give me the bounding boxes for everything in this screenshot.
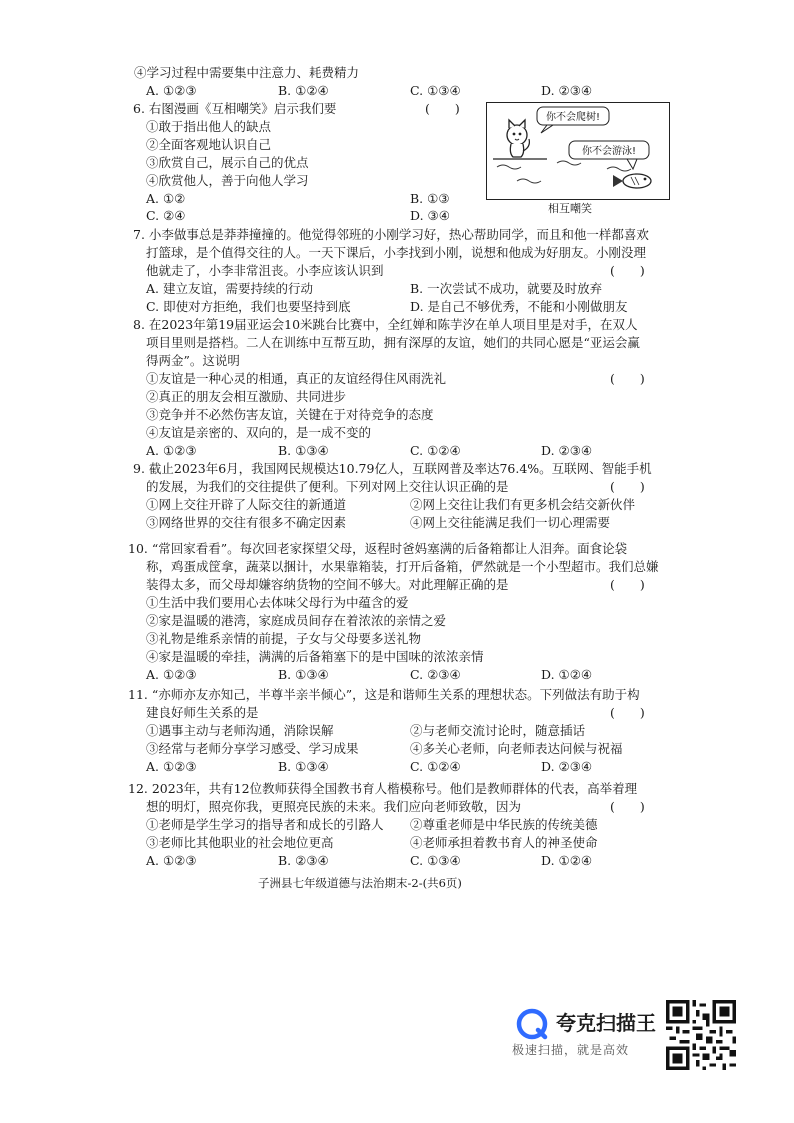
q11-answer-paren: ( ) [610, 705, 645, 720]
q12-choice-c: C. ①③④ [410, 853, 461, 868]
q12-stem-line-2: 想的明灯，照亮你我，更照亮民族的未来。我们应向老师致敬，因为 [146, 799, 522, 814]
q6-option-1: ①敢于指出他人的缺点 [146, 119, 272, 134]
water-waves [497, 161, 631, 183]
q10-option-2: ②家是温暖的港湾，家庭成员间存在着浓浓的亲情之爱 [146, 613, 447, 628]
q11-option-4: ④多关心老师，向老师表达问候与祝福 [410, 741, 623, 756]
q12-answer-paren: ( ) [610, 799, 645, 814]
q6-cartoon [486, 102, 670, 200]
q5-choice-a: A. ①②③ [146, 83, 197, 98]
cat-icon [507, 120, 529, 157]
q7-choice-c: C. 即使对方拒绝，我们也要坚持到底 [146, 299, 351, 314]
q7-stem-line-1: 7. 小李做事总是莽莽撞撞的。他觉得邻班的小刚学习好，热心帮助同学，而且和他一样都喜欢 [133, 227, 649, 242]
qr-code-icon [666, 1000, 736, 1070]
q11-stem-line-1: 11. “亦师亦友亦知己，半尊半亲半倾心”，这是和谐师生关系的理想状态。下列做法有助于构 [128, 687, 640, 702]
speech-bubble-2-text: 你不会游泳! [581, 146, 637, 157]
q10-option-3: ③礼物是维系亲情的前提，子女与父母要多送礼物 [146, 631, 422, 646]
q8-choice-c: C. ①②④ [410, 443, 461, 458]
page-footer: 子洲县七年级道德与法治期末-2-(共6页) [258, 876, 462, 890]
q5-option-4: ④学习过程中需要集中注意力、耗费精力 [134, 65, 360, 80]
speech-bubble-1-text: 你不会爬树! [545, 112, 601, 123]
q6-answer-paren: ( ) [425, 101, 460, 116]
q8-stem-line-1: 8. 在2023年第19届亚运会10米跳台比赛中，全红婵和陈芋汐在单人项目里是对手，在双人 [133, 317, 638, 332]
q6-option-2: ②全面客观地认识自己 [146, 137, 272, 152]
q6-choice-d: D. ③④ [410, 208, 450, 223]
q10-choice-b: B. ①③④ [278, 667, 329, 682]
q12-choice-b: B. ②③④ [278, 853, 329, 868]
q10-choice-d: D. ①②④ [541, 667, 593, 682]
q11-option-2: ②与老师交流讨论时，随意插话 [410, 723, 586, 738]
q10-stem-line-3: 装得太多，而父母却嫌容纳货物的空间不够大。对此理解正确的是 [146, 577, 509, 592]
q6-cartoon-caption: 相互嘲笑 [548, 202, 592, 215]
quark-logo-icon [514, 1008, 550, 1040]
q5-choice-c: C. ①③④ [410, 83, 461, 98]
q6-option-3: ③欣赏自己，展示自己的优点 [146, 155, 309, 170]
q8-stem-line-2: 项目里则是搭档。二人在训练中互帮互助，拥有深厚的友谊，她们的共同心愿是“亚运会赢 [146, 335, 640, 350]
q11-choice-c: C. ①②④ [410, 759, 461, 774]
q11-choice-b: B. ①③④ [278, 759, 329, 774]
q10-choice-c: C. ②③④ [410, 667, 461, 682]
q12-option-3: ③老师比其他职业的社会地位更高 [146, 835, 334, 850]
q12-option-2: ②尊重老师是中华民族的传统美德 [410, 817, 598, 832]
q12-choice-a: A. ①②③ [146, 853, 197, 868]
q10-option-1: ①生活中我们要用心去体味父母行为中蕴含的爱 [146, 595, 409, 610]
scanner-watermark [512, 1008, 662, 1064]
q7-choice-d: D. 是自己不够优秀，不能和小刚做朋友 [410, 299, 628, 314]
q9-stem-line-1: 9. 截止2023年6月，我国网民规模达10.79亿人，互联网普及率达76.4%。互联网、智能手机 [133, 461, 652, 476]
q10-option-4: ④家是温暖的牵挂，满满的后备箱塞下的是中国味的浓浓亲情 [146, 649, 484, 664]
q8-stem-line-3: 得两金”。这说明 [146, 353, 240, 368]
q11-stem-line-2: 建良好师生关系的是 [146, 705, 259, 720]
q7-stem-line-3: 他就走了，小李非常沮丧。小李应该认识到 [146, 263, 384, 278]
q10-answer-paren: ( ) [610, 577, 645, 592]
q5-choice-b: B. ①②④ [278, 83, 329, 98]
q8-option-3: ③竞争并不必然伤害友谊，关键在于对待竞争的态度 [146, 407, 434, 422]
q7-answer-paren: ( ) [610, 263, 645, 278]
q9-option-2: ②网上交往让我们有更多机会结交新伙伴 [410, 497, 636, 512]
q8-answer-paren: ( ) [610, 371, 645, 386]
q7-stem-line-2: 打篮球，是个值得交往的人。一天下课后，小李找到小刚，说想和他成为好朋友。小刚没理 [146, 245, 647, 260]
q9-option-4: ④网上交往能满足我们一切心理需要 [410, 515, 611, 530]
q6-choice-b: B. ①③ [410, 191, 450, 206]
q6-choice-a: A. ①② [146, 191, 186, 206]
q9-option-3: ③网络世界的交往有很多不确定因素 [146, 515, 347, 530]
q6-stem: 6. 右图漫画《互相嘲笑》启示我们要 [133, 101, 337, 116]
q12-stem-line-1: 12. 2023年，共有12位教师获得全国教书育人楷模称号。他们是教师群体的代表，高举着理 [128, 781, 638, 796]
q11-choice-d: D. ②③④ [541, 759, 593, 774]
q8-option-2: ②真正的朋友会相互激励、共同进步 [146, 389, 347, 404]
q6-option-4: ④欣赏他人，善于向他人学习 [146, 173, 309, 188]
q11-option-3: ③经常与老师分享学习感受、学习成果 [146, 741, 359, 756]
q8-choice-a: A. ①②③ [146, 443, 197, 458]
cartoon-illustration [487, 103, 669, 199]
q11-choice-a: A. ①②③ [146, 759, 197, 774]
q9-option-1: ①网上交往开辟了人际交往的新通道 [146, 497, 347, 512]
q6-choice-c: C. ②④ [146, 208, 186, 223]
watermark-tagline: 极速扫描，就是高效 [512, 1043, 630, 1057]
q8-choice-b: B. ①③④ [278, 443, 329, 458]
q10-stem-line-2: 称，鸡蛋成筐拿，蔬菜以捆计，水果靠箱装，打开后备箱，俨然就是一个小型超市。我们总嫌 [146, 559, 659, 574]
q7-choice-a: A. 建立友谊，需要持续的行动 [146, 281, 313, 296]
q11-option-1: ①遇事主动与老师沟通，消除误解 [146, 723, 334, 738]
fish-icon [613, 174, 651, 188]
q12-option-4: ④老师承担着教书育人的神圣使命 [410, 835, 598, 850]
q5-choice-d: D. ②③④ [541, 83, 593, 98]
q9-answer-paren: ( ) [610, 479, 645, 494]
q8-choice-d: D. ②③④ [541, 443, 593, 458]
q12-choice-d: D. ①②④ [541, 853, 593, 868]
q10-choice-a: A. ①②③ [146, 667, 197, 682]
q9-stem-line-2: 的发展，为我们的交往提供了便利。下列对网上交往认识正确的是 [146, 479, 509, 494]
q7-choice-b: B. 一次尝试不成功，就要及时放弃 [410, 281, 603, 296]
q8-option-4: ④友谊是亲密的、双向的，是一成不变的 [146, 425, 372, 440]
watermark-brand-name: 夸克扫描王 [556, 1011, 656, 1035]
q10-stem-line-1: 10. “常回家看看”。每次回老家探望父母，返程时爸妈塞满的后备箱都让人泪奔。面食论袋 [128, 541, 628, 556]
q8-option-1: ①友谊是一种心灵的相通，真正的友谊经得住风雨洗礼 [146, 371, 447, 386]
q12-option-1: ①老师是学生学习的指导者和成长的引路人 [146, 817, 384, 832]
